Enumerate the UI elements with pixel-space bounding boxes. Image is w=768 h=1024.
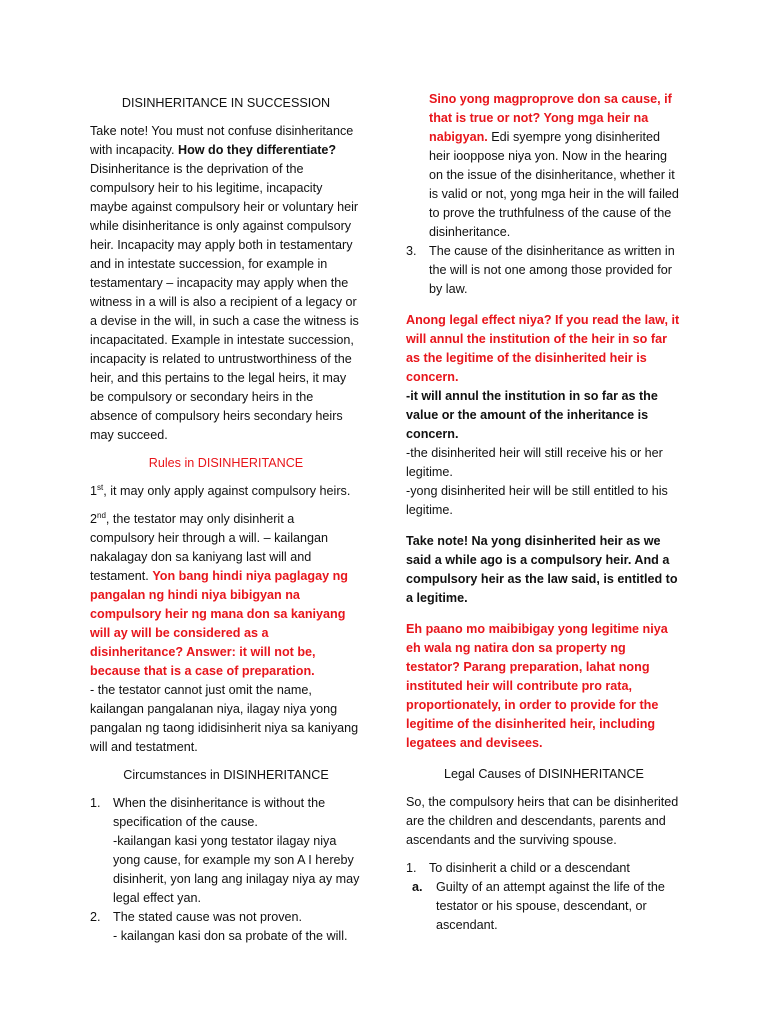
list-item-text: Guilty of an attempt against the life of the testator or his spouse, descendant, or ascendant. [436, 880, 665, 932]
legal-effect-point-3: -yong disinherited heir will be still entitled to his legitime. [406, 484, 668, 517]
list-item-number: 1. [90, 796, 101, 810]
rule-first-ordinal: 1 [90, 484, 98, 498]
intro-paragraph [90, 122, 362, 445]
right-column [406, 90, 682, 935]
rule-second [90, 510, 362, 757]
legal-effect-point-2: -the disinherited heir will still receive his or her legitime. [406, 446, 663, 479]
rule-second-note: - the testator cannot just omit the name, kailangan pangalanan niya, ilagay niya yong pangalan ng taong ididisinherit niya sa kaniyang will and testatment. [90, 683, 359, 754]
legal-effect-point-1: -it will annul the institution in so far as the value or the amount of the inheritance is concern. [406, 389, 658, 441]
continued-question: Sino yong magproprove don sa cause, if that is true or not? Yong mga heir na nabigyan. [429, 92, 672, 144]
list-item-text: The stated cause was not proven. [113, 910, 303, 924]
rule-second-text: , the testator may only disinherit a compulsory heir through a will. – kailangan nakalagay don sa kaniyang last will and testament. [90, 512, 329, 583]
intro-take-note: Take note! You must not confuse disinheritance with incapacity. [90, 124, 354, 157]
take-note-paragraph: Take note! Na yong disinherited heir as we said a while ago is a compulsory heir. And a compulsory heir as the law said, is entitled to a legitime. [406, 534, 678, 605]
circumstances-list-cont [406, 242, 682, 299]
provide-legitime-paragraph: Eh paano mo maibibigay yong legitime niya eh wala ng natira don sa property ng testator? Parang preparation, lahat nong instituted heir will contribute pro rata, proportionately, in order to provide for the legitime of the disinherited heir, including legatees and devisees. [406, 622, 668, 750]
list-item-letter: a. [412, 880, 423, 894]
legal-effect-question: Anong legal effect niya? If you read the law, it will annul the institution of the heir in so far as the legitime of the disinherited heir is concern. [406, 313, 680, 384]
list-item-number: 2. [90, 910, 101, 924]
list-item-text: The cause of the disinheritance as written in the will is not one among those provided for by law. [429, 244, 675, 296]
rule-second-ordinal: 2 [90, 512, 98, 526]
list-item [90, 908, 362, 946]
rules-heading: Rules in DISINHERITANCE [148, 456, 304, 470]
intro-question: How do they differentiate? [177, 143, 337, 157]
document-title: DISINHERITANCE IN SUCCESSION [121, 96, 331, 110]
list-item-number: 1. [406, 861, 417, 875]
list-item [90, 794, 362, 908]
rule-first-text: , it may only apply against compulsory heirs. [103, 484, 351, 498]
continued-item [406, 90, 682, 242]
intro-body: Disinheritance is the deprivation of the compulsory heir to his legitime, incapacity maybe against compulsory heir or voluntary heir while disinheritance is only against compulsory heir. Incapacity may apply both in testamentary and in intestate succession, for example in testamentary – incapacity may apply when the witness in a will is also a recipient of a legacy or a devise in the will, in such a case the witness is incapacitated. Example in intestate succession, incapacity is related to untrustworthiness of the heir, and this pertains to the legal heirs, it may be compulsory or secondary heirs in the absence of compulsory heirs secondary heirs may succeed. [90, 162, 359, 442]
legal-effect-block [406, 311, 682, 520]
circumstances-heading: Circumstances in DISINHERITANCE [123, 768, 329, 782]
list-item [406, 859, 682, 935]
list-item-number: 3. [406, 244, 417, 258]
list-item-text: To disinherit a child or a descendant [429, 861, 630, 875]
list-item [406, 878, 682, 935]
legal-causes-intro: So, the compulsory heirs that can be disinherited are the children and descendants, parents and ascendants and the surviving spouse. [406, 795, 679, 847]
list-item-note: -kailangan kasi yong testator ilagay niya yong cause, for example my son A I hereby disinherit, yon lang ang inilagay niya ay may legal effect yan. [113, 834, 360, 905]
list-item [406, 242, 682, 299]
list-item-note: - kailangan kasi don sa probate of the will. [113, 929, 348, 943]
continued-text: Edi syempre yong disinherited heir iooppose niya yon. Now in the hearing on the issue of the disinheritance, whether it is valid or not, yong mga heir in the will failed to prove the truthfulness of the cause of the disinheritance. [429, 130, 679, 239]
rule-first [90, 482, 362, 501]
rule-second-suffix: nd [97, 510, 106, 520]
rule-first-suffix: st [97, 482, 104, 492]
rule-second-question: Yon bang hindi niya paglagay ng pangalan ng hindi niya bibigyan na compulsory heir ng mana don sa kaniyang will ay will be considered as a disinheritance? Answer: it will not be, because that is a case of preparation. [90, 569, 348, 678]
left-column [90, 90, 362, 954]
circumstances-list [90, 794, 362, 946]
legal-causes-sublist [406, 878, 682, 935]
legal-causes-heading: Legal Causes of DISINHERITANCE [444, 767, 644, 781]
legal-causes-list [406, 859, 682, 935]
list-item-text: When the disinheritance is without the specification of the cause. [113, 796, 326, 829]
